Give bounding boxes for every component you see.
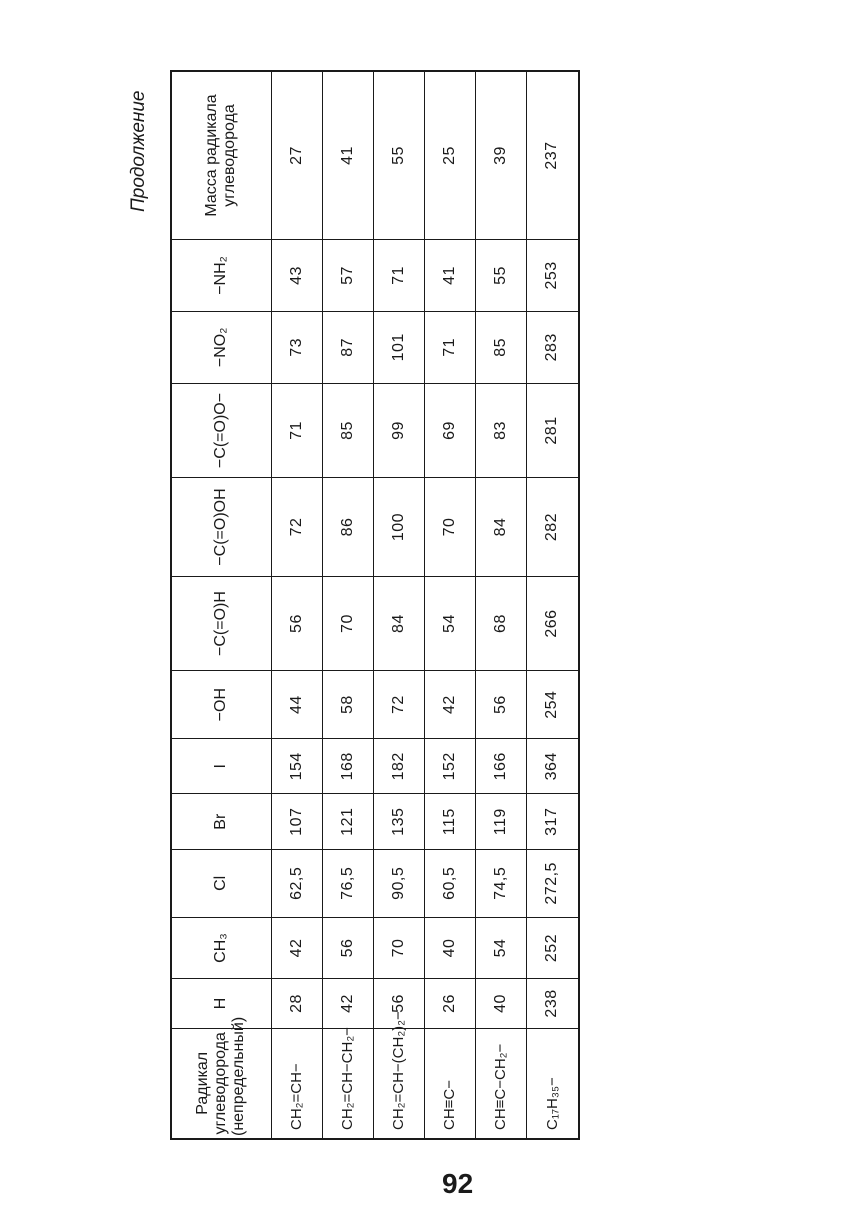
- mass-value: 252: [526, 917, 579, 979]
- mass-value: 101: [373, 311, 424, 383]
- mass-value: 26: [424, 979, 475, 1028]
- mass-value: 283: [526, 311, 579, 383]
- mass-value: 237: [526, 71, 579, 240]
- radical-formula: C₁₇H₃₅−: [526, 1028, 579, 1139]
- mass-value: 60,5: [424, 849, 475, 917]
- header-row: [171, 71, 271, 1139]
- mass-value: 41: [424, 240, 475, 312]
- mass-value: 70: [373, 917, 424, 979]
- mass-value: 84: [475, 478, 526, 577]
- mass-value: 115: [424, 794, 475, 849]
- mass-value: 58: [322, 671, 373, 739]
- mass-value: 39: [475, 71, 526, 240]
- mass-value: 41: [322, 71, 373, 240]
- mass-value: 70: [322, 576, 373, 670]
- mass-value: 317: [526, 794, 579, 849]
- mass-value: 272,5: [526, 849, 579, 917]
- header-aldehyde: −C(=O)H: [171, 576, 271, 670]
- mass-value: 182: [373, 739, 424, 794]
- mass-value: 282: [526, 478, 579, 577]
- mass-value: 56: [322, 917, 373, 979]
- table-row: [271, 71, 322, 1139]
- mass-value: 71: [271, 383, 322, 477]
- mass-value: 168: [322, 739, 373, 794]
- mass-value: 253: [526, 240, 579, 312]
- mass-value: 68: [475, 576, 526, 670]
- table-row: [373, 71, 424, 1139]
- radical-mass-table: [170, 70, 580, 1140]
- mass-value: 100: [373, 478, 424, 577]
- header-oh: −OH: [171, 671, 271, 739]
- mass-value: 72: [271, 478, 322, 577]
- radical-formula: CH≡C−: [424, 1028, 475, 1139]
- mass-value: 54: [475, 917, 526, 979]
- mass-value: 87: [322, 311, 373, 383]
- mass-value: 74,5: [475, 849, 526, 917]
- table-row: [322, 71, 373, 1139]
- mass-value: 154: [271, 739, 322, 794]
- mass-value: 281: [526, 383, 579, 477]
- mass-value: 70: [424, 478, 475, 577]
- mass-value: 44: [271, 671, 322, 739]
- mass-value: 107: [271, 794, 322, 849]
- mass-value: 56: [373, 979, 424, 1028]
- mass-value: 27: [271, 71, 322, 240]
- mass-value: 83: [475, 383, 526, 477]
- header-radical-mass: Масса радикала углеводорода: [171, 71, 271, 240]
- mass-value: 28: [271, 979, 322, 1028]
- header-ester: −C(=O)O−: [171, 383, 271, 477]
- table-row: [475, 71, 526, 1139]
- radical-formula: CH₂=CH−: [271, 1028, 322, 1139]
- mass-value: 56: [475, 671, 526, 739]
- header-h: H: [171, 979, 271, 1028]
- mass-value: 71: [424, 311, 475, 383]
- mass-value: 69: [424, 383, 475, 477]
- mass-value: 55: [475, 240, 526, 312]
- radical-formula: CH₂=CH−CH₂−: [322, 1028, 373, 1139]
- mass-value: 43: [271, 240, 322, 312]
- mass-value: 152: [424, 739, 475, 794]
- table-row: [526, 71, 579, 1139]
- mass-value: 56: [271, 576, 322, 670]
- rotated-table-wrapper: [170, 70, 580, 1140]
- table-body: [271, 71, 579, 1139]
- header-radical: Радикал углеводорода (непредельный): [171, 1028, 271, 1139]
- header-carboxyl: −C(=O)OH: [171, 478, 271, 577]
- header-i: I: [171, 739, 271, 794]
- mass-value: 57: [322, 240, 373, 312]
- mass-value: 266: [526, 576, 579, 670]
- mass-value: 121: [322, 794, 373, 849]
- page-number: 92: [442, 1168, 474, 1199]
- mass-value: 238: [526, 979, 579, 1028]
- mass-value: 40: [475, 979, 526, 1028]
- table-row: [424, 71, 475, 1139]
- mass-value: 72: [373, 671, 424, 739]
- mass-value: 54: [424, 576, 475, 670]
- mass-value: 25: [424, 71, 475, 240]
- header-br: Br: [171, 794, 271, 849]
- mass-value: 86: [322, 478, 373, 577]
- mass-value: 76,5: [322, 849, 373, 917]
- mass-value: 42: [322, 979, 373, 1028]
- mass-value: 166: [475, 739, 526, 794]
- radical-formula: CH₂=CH−(CH₂)₂−: [373, 1028, 424, 1139]
- header-no2: −NO₂: [171, 311, 271, 383]
- mass-value: 40: [424, 917, 475, 979]
- mass-value: 135: [373, 794, 424, 849]
- header-cl: Cl: [171, 849, 271, 917]
- header-nh2: −NH₂: [171, 240, 271, 312]
- mass-value: 71: [373, 240, 424, 312]
- mass-value: 85: [322, 383, 373, 477]
- mass-value: 119: [475, 794, 526, 849]
- mass-value: 42: [424, 671, 475, 739]
- mass-value: 73: [271, 311, 322, 383]
- mass-value: 42: [271, 917, 322, 979]
- continuation-caption: Продолжение: [128, 90, 149, 212]
- mass-value: 62,5: [271, 849, 322, 917]
- mass-value: 99: [373, 383, 424, 477]
- mass-value: 55: [373, 71, 424, 240]
- mass-value: 90,5: [373, 849, 424, 917]
- mass-value: 254: [526, 671, 579, 739]
- mass-value: 85: [475, 311, 526, 383]
- mass-value: 84: [373, 576, 424, 670]
- header-ch3: CH₃: [171, 917, 271, 979]
- mass-value: 364: [526, 739, 579, 794]
- radical-formula: CH≡C−CH₂−: [475, 1028, 526, 1139]
